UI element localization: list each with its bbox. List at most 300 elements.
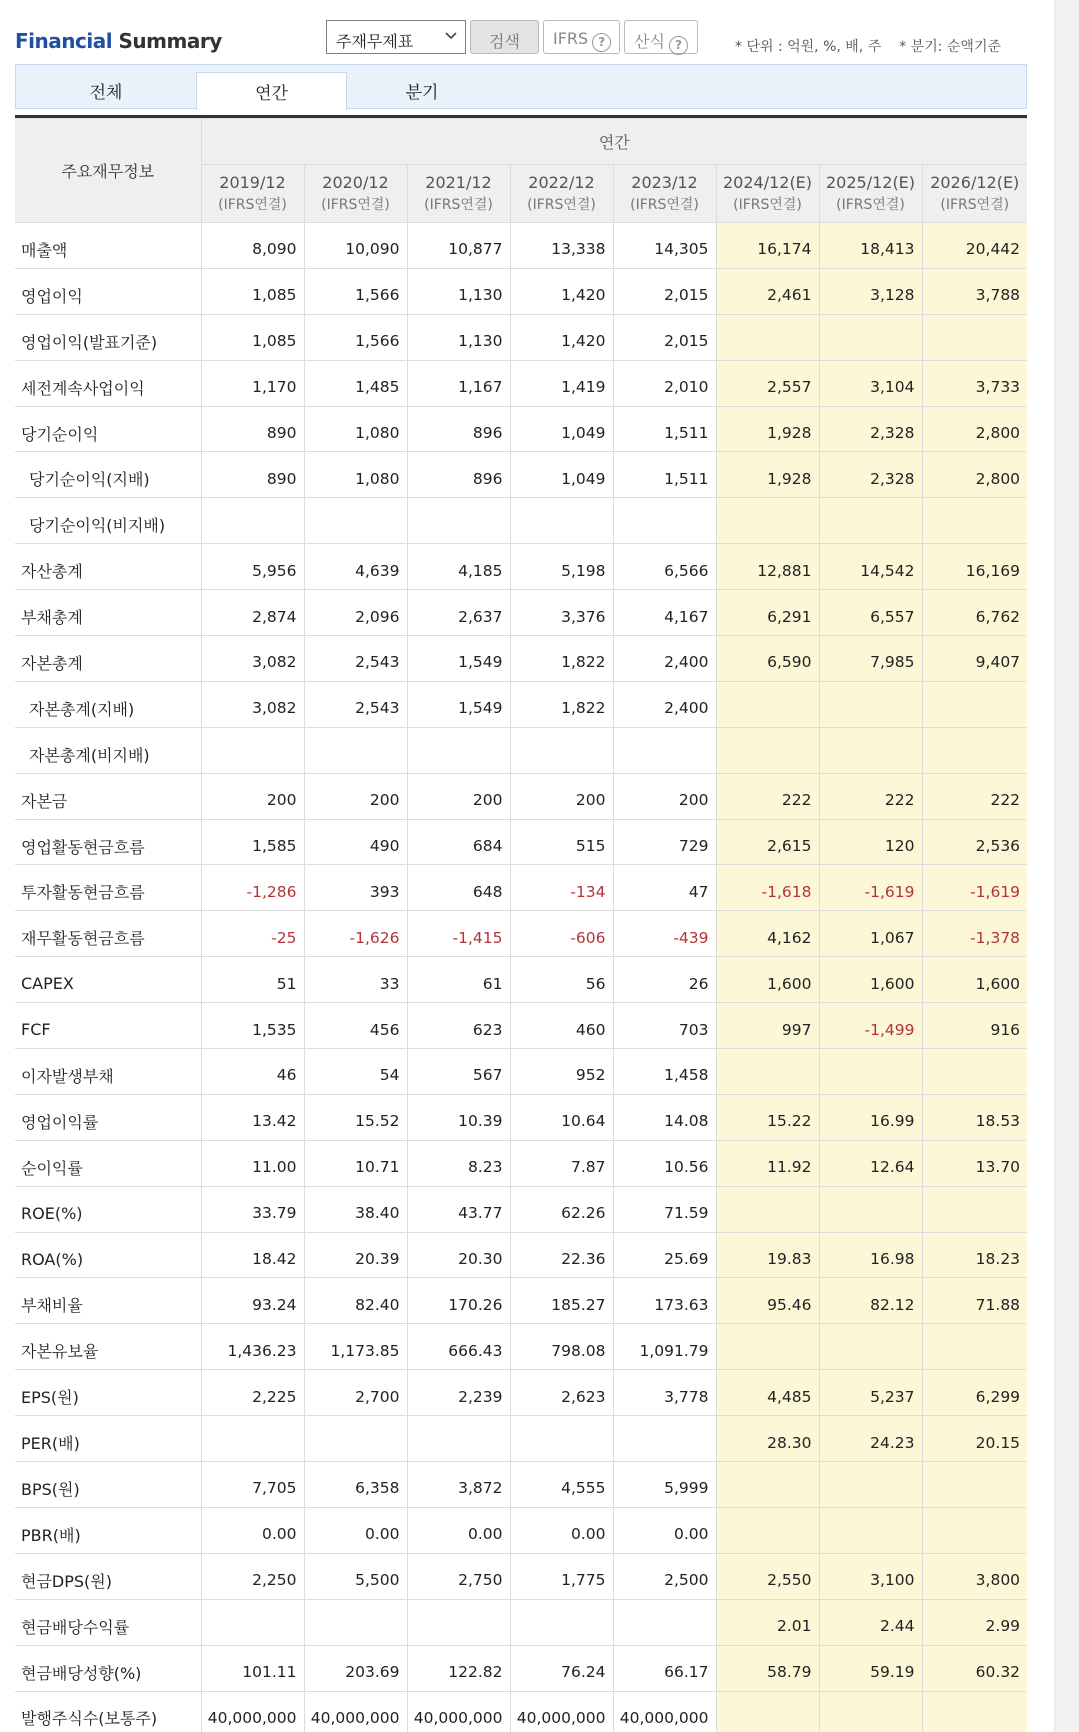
table-row <box>15 498 1027 544</box>
basis-label: (IFRS연결) <box>321 196 390 213</box>
table-cell: 3,104 <box>819 360 922 406</box>
table-cell: 2,800 <box>922 452 1027 498</box>
table-cell: 703 <box>613 1003 716 1049</box>
table-cell: 40,000,000 <box>201 1691 304 1732</box>
table-row <box>15 1462 1027 1508</box>
table-cell: 1,458 <box>613 1049 716 1095</box>
unit-label: * 단위 : 억원, %, 배, 주 <box>735 39 882 55</box>
table-row <box>15 1691 1027 1732</box>
table-cell: 515 <box>510 819 613 865</box>
year-label: 2022/12 <box>528 172 595 192</box>
table-cell: 2,239 <box>407 1370 510 1416</box>
year-header <box>716 165 819 223</box>
table-cell: 3,788 <box>922 268 1027 314</box>
table-cell <box>201 1599 304 1645</box>
basis-label: (IFRS연결) <box>218 196 287 213</box>
table-cell: 2,015 <box>613 268 716 314</box>
row-label: PER(배) <box>15 1416 201 1462</box>
table-cell <box>407 1416 510 1462</box>
table-cell: 1,511 <box>613 452 716 498</box>
table-cell <box>922 1049 1027 1095</box>
table-cell: 18.53 <box>922 1094 1027 1140</box>
row-label: 현금배당수익률 <box>15 1599 201 1645</box>
year-header <box>407 165 510 223</box>
table-cell: 56 <box>510 957 613 1003</box>
table-row <box>15 590 1027 636</box>
table-cell <box>510 1599 613 1645</box>
table-cell: 0.00 <box>510 1507 613 1553</box>
table-cell: 54 <box>304 1049 407 1095</box>
table-cell: 16.98 <box>819 1232 922 1278</box>
table-cell: 120 <box>819 819 922 865</box>
search-button[interactable]: 검색 <box>470 20 539 54</box>
table-cell: 1,549 <box>407 636 510 682</box>
table-cell: 11.00 <box>201 1140 304 1186</box>
table-cell: 1,419 <box>510 360 613 406</box>
row-label: ROE(%) <box>15 1186 201 1232</box>
table-row <box>15 819 1027 865</box>
basis-label: (IFRS연결) <box>836 196 905 213</box>
row-label: 부채총계 <box>15 590 201 636</box>
table-cell: 200 <box>201 773 304 819</box>
row-label: 자본총계(지배) <box>15 681 201 727</box>
table-cell: 2,800 <box>922 406 1027 452</box>
table-cell: -1,286 <box>201 865 304 911</box>
financial-summary-table <box>15 118 1027 1732</box>
table-cell: 4,555 <box>510 1462 613 1508</box>
table-cell: -1,619 <box>922 865 1027 911</box>
table-cell: 1,080 <box>304 452 407 498</box>
table-cell: 82.40 <box>304 1278 407 1324</box>
table-row <box>15 727 1027 773</box>
table-cell: 9,407 <box>922 636 1027 682</box>
table-cell: 222 <box>819 773 922 819</box>
year-label: 2023/12 <box>631 172 698 192</box>
table-cell: 93.24 <box>201 1278 304 1324</box>
table-cell: 16,169 <box>922 544 1027 590</box>
tab-quarter[interactable]: 분기 <box>405 83 439 103</box>
table-cell: 3,082 <box>201 636 304 682</box>
table-row <box>15 957 1027 1003</box>
table-cell: 12.64 <box>819 1140 922 1186</box>
row-label: 매출액 <box>15 223 201 269</box>
table-cell: 10.56 <box>613 1140 716 1186</box>
table-cell: 8,090 <box>201 223 304 269</box>
row-label: BPS(원) <box>15 1462 201 1508</box>
table-row <box>15 681 1027 727</box>
table-cell <box>819 1049 922 1095</box>
chevron-down-icon <box>445 28 457 46</box>
table-cell: 47 <box>613 865 716 911</box>
table-cell: 170.26 <box>407 1278 510 1324</box>
table-row <box>15 1645 1027 1691</box>
table-cell: 1,566 <box>304 268 407 314</box>
year-label: 2026/12(E) <box>930 172 1020 192</box>
table-cell: 567 <box>407 1049 510 1095</box>
table-cell: 3,733 <box>922 360 1027 406</box>
quarter-basis-label: * 분기: 순액기준 <box>899 39 1001 55</box>
table-cell: 10.71 <box>304 1140 407 1186</box>
table-cell: 1,585 <box>201 819 304 865</box>
table-cell: 1,549 <box>407 681 510 727</box>
table-row <box>15 268 1027 314</box>
table-cell: 5,198 <box>510 544 613 590</box>
table-cell: 1,085 <box>201 314 304 360</box>
table-cell: 456 <box>304 1003 407 1049</box>
table-cell: 1,822 <box>510 681 613 727</box>
table-cell: 4,485 <box>716 1370 819 1416</box>
table-row <box>15 1186 1027 1232</box>
table-cell: 2,543 <box>304 681 407 727</box>
table-cell: 25.69 <box>613 1232 716 1278</box>
year-header <box>201 165 304 223</box>
table-cell: 1,080 <box>304 406 407 452</box>
table-cell: -1,378 <box>922 911 1027 957</box>
summary-toolbar <box>0 0 1054 64</box>
table-cell: 0.00 <box>304 1507 407 1553</box>
table-cell: 3,872 <box>407 1462 510 1508</box>
year-label: 2024/12(E) <box>722 172 813 192</box>
table-cell <box>716 1691 819 1732</box>
table-cell: 2,461 <box>716 268 819 314</box>
table-cell: 916 <box>922 1003 1027 1049</box>
table-cell: 890 <box>201 452 304 498</box>
table-row <box>15 452 1027 498</box>
table-cell <box>304 1416 407 1462</box>
row-label: 자본총계 <box>15 636 201 682</box>
year-header <box>613 165 716 223</box>
table-cell: 2,400 <box>613 636 716 682</box>
table-row <box>15 1049 1027 1095</box>
table-cell: 997 <box>716 1003 819 1049</box>
table-cell: -1,618 <box>716 865 819 911</box>
table-cell: 16,174 <box>716 223 819 269</box>
table-cell: -134 <box>510 865 613 911</box>
table-cell: 51 <box>201 957 304 1003</box>
table-cell <box>819 681 922 727</box>
year-label: 2020/12 <box>322 172 389 192</box>
question-icon: ? <box>592 33 611 52</box>
table-cell <box>716 1462 819 1508</box>
row-label: EPS(원) <box>15 1370 201 1416</box>
table-cell: 5,956 <box>201 544 304 590</box>
basis-label: (IFRS연결) <box>424 196 493 213</box>
row-label: 순이익률 <box>15 1140 201 1186</box>
table-row <box>15 406 1027 452</box>
row-label: 부채비율 <box>15 1278 201 1324</box>
table-cell: 10.39 <box>407 1094 510 1140</box>
basis-label: (IFRS연결) <box>940 196 1010 213</box>
table-cell: 1,420 <box>510 268 613 314</box>
table-cell <box>716 1049 819 1095</box>
table-cell <box>510 1416 613 1462</box>
table-cell: 14,305 <box>613 223 716 269</box>
table-cell: 4,639 <box>304 544 407 590</box>
table-cell: 14,542 <box>819 544 922 590</box>
table-cell: 1,775 <box>510 1553 613 1599</box>
statement-type-select[interactable] <box>326 20 466 54</box>
table-row <box>15 1232 1027 1278</box>
table-cell <box>819 1462 922 1508</box>
row-label: 영업활동현금흐름 <box>15 819 201 865</box>
table-cell: 122.82 <box>407 1645 510 1691</box>
table-cell: 798.08 <box>510 1324 613 1370</box>
table-cell <box>407 727 510 773</box>
table-cell: 20.30 <box>407 1232 510 1278</box>
table-cell: 6,291 <box>716 590 819 636</box>
table-cell: 2,010 <box>613 360 716 406</box>
year-header <box>819 165 922 223</box>
table-cell: 3,376 <box>510 590 613 636</box>
row-label: 자본금 <box>15 773 201 819</box>
table-cell: 2,750 <box>407 1553 510 1599</box>
row-label: 세전계속사업이익 <box>15 360 201 406</box>
table-cell: 222 <box>922 773 1027 819</box>
table-cell: 6,557 <box>819 590 922 636</box>
table-cell: -439 <box>613 911 716 957</box>
title-financial: Financial <box>15 29 113 53</box>
table-cell: 22.36 <box>510 1232 613 1278</box>
basis-label: (IFRS연결) <box>630 196 699 213</box>
table-cell: 173.63 <box>613 1278 716 1324</box>
table-cell: 38.40 <box>304 1186 407 1232</box>
table-cell: 1,436.23 <box>201 1324 304 1370</box>
table-cell: 13,338 <box>510 223 613 269</box>
unit-note <box>717 36 1001 56</box>
table-cell: 200 <box>510 773 613 819</box>
table-cell: 95.46 <box>716 1278 819 1324</box>
question-icon: ? <box>669 36 688 55</box>
table-cell <box>922 727 1027 773</box>
year-header <box>304 165 407 223</box>
table-cell: 1,049 <box>510 452 613 498</box>
row-label: 현금배당성향(%) <box>15 1645 201 1691</box>
basis-label: (IFRS연결) <box>527 196 596 213</box>
table-cell: 896 <box>407 452 510 498</box>
table-cell: 666.43 <box>407 1324 510 1370</box>
table-cell: 61 <box>407 957 510 1003</box>
statement-type-value: 주재무제표 <box>336 32 414 51</box>
row-label: 당기순이익 <box>15 406 201 452</box>
table-cell: 1,511 <box>613 406 716 452</box>
table-cell <box>922 1691 1027 1732</box>
table-cell: 896 <box>407 406 510 452</box>
table-cell <box>407 1599 510 1645</box>
table-cell: 28.30 <box>716 1416 819 1462</box>
table-cell: 1,822 <box>510 636 613 682</box>
table-row <box>15 223 1027 269</box>
table-cell: 40,000,000 <box>304 1691 407 1732</box>
table-row <box>15 1370 1027 1416</box>
table-cell: 5,500 <box>304 1553 407 1599</box>
table-cell: 20.15 <box>922 1416 1027 1462</box>
table-cell: 200 <box>407 773 510 819</box>
table-cell: 62.26 <box>510 1186 613 1232</box>
table-row <box>15 1599 1027 1645</box>
year-label: 2025/12(E) <box>825 172 916 192</box>
table-cell: 59.19 <box>819 1645 922 1691</box>
table-cell: 82.12 <box>819 1278 922 1324</box>
table-cell: 43.77 <box>407 1186 510 1232</box>
table-cell <box>922 1186 1027 1232</box>
table-cell: 20,442 <box>922 223 1027 269</box>
table-cell: 1,600 <box>716 957 819 1003</box>
table-cell: 1,091.79 <box>613 1324 716 1370</box>
table-cell: 200 <box>613 773 716 819</box>
table-cell <box>819 314 922 360</box>
table-cell <box>304 1599 407 1645</box>
row-label: PBR(배) <box>15 1507 201 1553</box>
table-cell: 15.52 <box>304 1094 407 1140</box>
table-cell: 2,250 <box>201 1553 304 1599</box>
table-cell <box>716 1186 819 1232</box>
table-cell: 1,928 <box>716 406 819 452</box>
table-cell: 1,600 <box>922 957 1027 1003</box>
tab-annual[interactable]: 연간 <box>196 72 347 110</box>
table-cell: 13.42 <box>201 1094 304 1140</box>
table-row <box>15 1553 1027 1599</box>
table-cell: 19.83 <box>716 1232 819 1278</box>
table-cell: 4,185 <box>407 544 510 590</box>
table-cell: 10.64 <box>510 1094 613 1140</box>
table-row <box>15 1003 1027 1049</box>
row-label: 현금DPS(원) <box>15 1553 201 1599</box>
table-cell: 2,328 <box>819 452 922 498</box>
table-cell <box>510 498 613 544</box>
table-cell: 952 <box>510 1049 613 1095</box>
table-cell: -606 <box>510 911 613 957</box>
table-cell: 0.00 <box>201 1507 304 1553</box>
table-cell <box>613 1416 716 1462</box>
table-cell: 2,015 <box>613 314 716 360</box>
table-row <box>15 773 1027 819</box>
table-row <box>15 1094 1027 1140</box>
table-cell: 2,874 <box>201 590 304 636</box>
table-cell <box>819 498 922 544</box>
table-cell: 5,237 <box>819 1370 922 1416</box>
table-cell: 13.70 <box>922 1140 1027 1186</box>
table-cell: 1,535 <box>201 1003 304 1049</box>
tab-all[interactable]: 전체 <box>89 83 123 103</box>
table-cell <box>304 498 407 544</box>
table-cell <box>407 498 510 544</box>
table-cell: 200 <box>304 773 407 819</box>
row-label: 투자활동현금흐름 <box>15 865 201 911</box>
table-cell: 0.00 <box>613 1507 716 1553</box>
table-cell <box>304 727 407 773</box>
table-cell: 890 <box>201 406 304 452</box>
table-cell: 14.08 <box>613 1094 716 1140</box>
table-cell <box>819 1507 922 1553</box>
table-cell: 4,162 <box>716 911 819 957</box>
formula-label: 산식 <box>634 32 665 51</box>
table-cell: 40,000,000 <box>407 1691 510 1732</box>
table-cell <box>922 1507 1027 1553</box>
table-cell: 11.92 <box>716 1140 819 1186</box>
table-cell: 2,700 <box>304 1370 407 1416</box>
row-label: 자본유보율 <box>15 1324 201 1370</box>
table-cell: 2.99 <box>922 1599 1027 1645</box>
table-cell: 623 <box>407 1003 510 1049</box>
table-cell: 33.79 <box>201 1186 304 1232</box>
table-cell: 1,049 <box>510 406 613 452</box>
table-cell: 2,623 <box>510 1370 613 1416</box>
table-cell: 40,000,000 <box>510 1691 613 1732</box>
table-cell: 2,500 <box>613 1553 716 1599</box>
table-cell <box>201 727 304 773</box>
row-label: 당기순이익(지배) <box>15 452 201 498</box>
table-cell: 3,082 <box>201 681 304 727</box>
table-row <box>15 865 1027 911</box>
table-cell: 20.39 <box>304 1232 407 1278</box>
table-cell: 1,600 <box>819 957 922 1003</box>
table-cell: 490 <box>304 819 407 865</box>
table-cell <box>922 314 1027 360</box>
table-cell: 648 <box>407 865 510 911</box>
table-cell: 2,543 <box>304 636 407 682</box>
year-header <box>922 165 1027 223</box>
table-cell: 460 <box>510 1003 613 1049</box>
basis-label: (IFRS연결) <box>733 196 802 213</box>
table-cell: 2,550 <box>716 1553 819 1599</box>
table-cell: 393 <box>304 865 407 911</box>
table-cell <box>922 681 1027 727</box>
table-cell: 2,637 <box>407 590 510 636</box>
table-cell: 1,130 <box>407 314 510 360</box>
table-cell <box>716 727 819 773</box>
table-cell: 18.42 <box>201 1232 304 1278</box>
table-cell: 101.11 <box>201 1645 304 1691</box>
table-cell <box>922 1462 1027 1508</box>
table-cell: 58.79 <box>716 1645 819 1691</box>
table-cell: 1,085 <box>201 268 304 314</box>
formula-help-button[interactable] <box>624 20 698 54</box>
table-cell: 1,067 <box>819 911 922 957</box>
table-cell: 60.32 <box>922 1645 1027 1691</box>
table-cell: 1,566 <box>304 314 407 360</box>
table-cell: 33 <box>304 957 407 1003</box>
ifrs-help-button[interactable] <box>543 20 620 54</box>
table-cell: 24.23 <box>819 1416 922 1462</box>
table-cell <box>613 1599 716 1645</box>
table-cell: 66.17 <box>613 1645 716 1691</box>
table-cell: 0.00 <box>407 1507 510 1553</box>
row-label: 발행주식수(보통주) <box>15 1691 201 1732</box>
row-label: 당기순이익(비지배) <box>15 498 201 544</box>
table-row <box>15 1416 1027 1462</box>
table-cell: 7.87 <box>510 1140 613 1186</box>
ifrs-label: IFRS <box>553 29 589 48</box>
table-cell: 71.59 <box>613 1186 716 1232</box>
table-cell <box>819 1324 922 1370</box>
table-cell: 203.69 <box>304 1645 407 1691</box>
table-row <box>15 314 1027 360</box>
row-label: 자산총계 <box>15 544 201 590</box>
table-cell: 6,566 <box>613 544 716 590</box>
table-cell: 6,299 <box>922 1370 1027 1416</box>
page-scrollbar[interactable] <box>1054 0 1079 1732</box>
table-cell <box>613 498 716 544</box>
table-cell: 40,000,000 <box>613 1691 716 1732</box>
row-label: 이자발생부채 <box>15 1049 201 1095</box>
table-cell: 46 <box>201 1049 304 1095</box>
table-cell: 2,536 <box>922 819 1027 865</box>
table-cell <box>716 1507 819 1553</box>
table-cell: -1,626 <box>304 911 407 957</box>
table-row <box>15 1507 1027 1553</box>
table-cell: 3,778 <box>613 1370 716 1416</box>
table-cell <box>922 498 1027 544</box>
